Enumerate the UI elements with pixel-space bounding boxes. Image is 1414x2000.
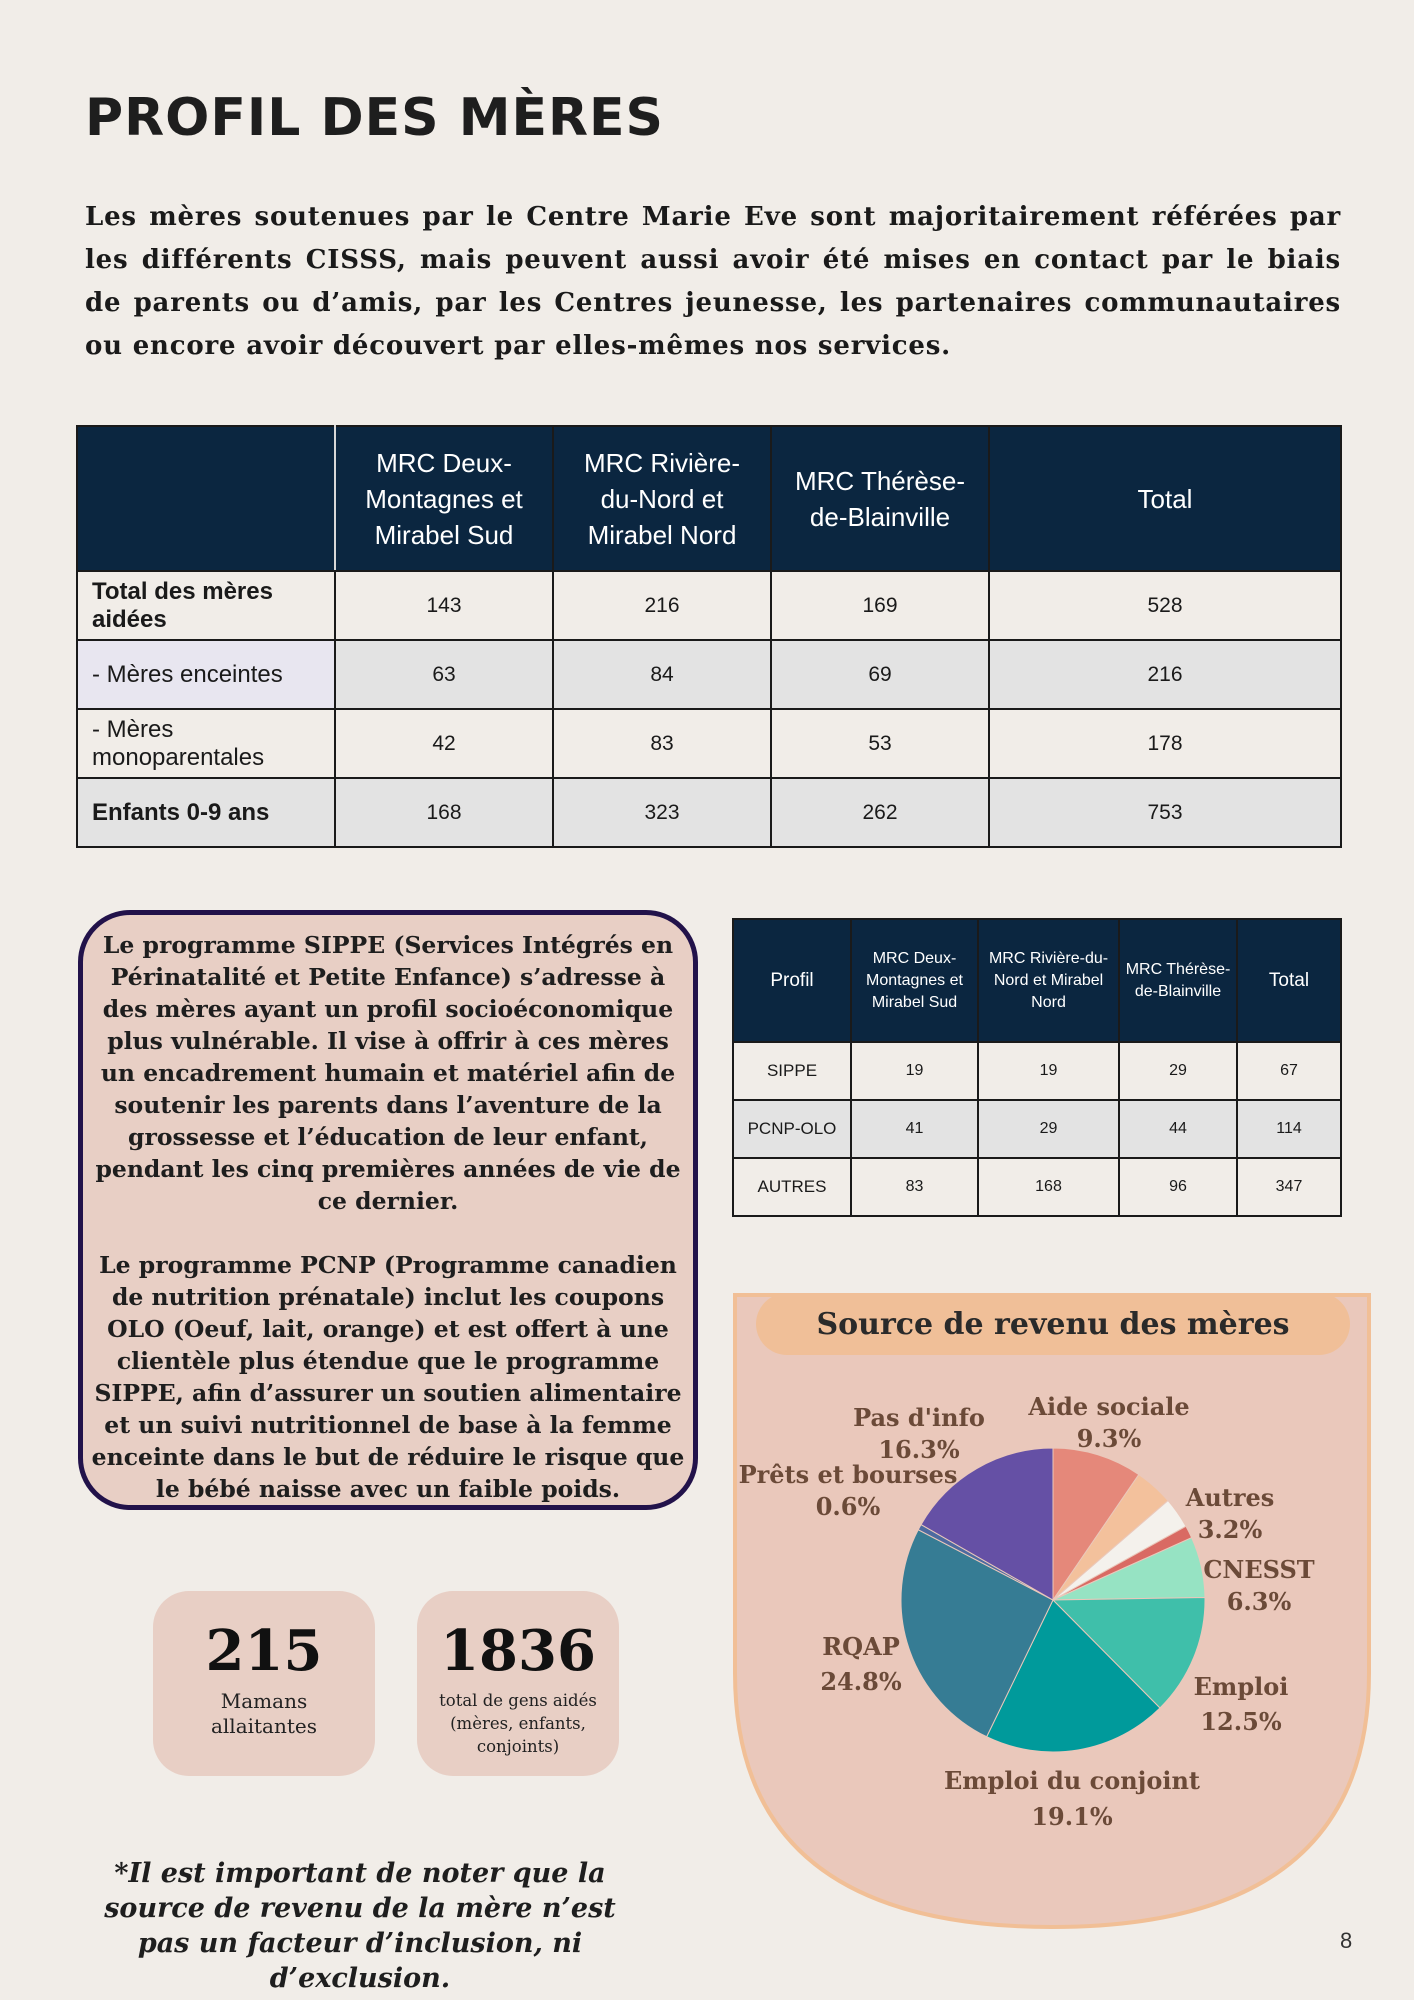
program-profile-table (732, 918, 1342, 1217)
stat-number: 1836 (440, 1618, 596, 1684)
table-cell: 114 (1237, 1100, 1341, 1158)
pie-value-emploi-conjoint: 19.1% (1031, 1802, 1113, 1831)
pie-label-rqap: RQAP (822, 1632, 900, 1661)
table-cell: 528 (989, 571, 1341, 640)
table-cell: 67 (1237, 1042, 1341, 1100)
table-header-cell: MRC Thérèse-de-Blainville (771, 426, 989, 571)
table-header-cell: MRC Rivière-du-Nord et Mirabel Nord (978, 919, 1119, 1042)
table-cell: 169 (771, 571, 989, 640)
chart-title: Source de revenu des mères (816, 1307, 1290, 1342)
stat-label: total de gens aidés (mères, enfants, conjoints) (439, 1691, 597, 1756)
pie-label-aide-sociale: Aide sociale (1028, 1392, 1190, 1421)
table-cell: 44 (1119, 1100, 1237, 1158)
table-row (77, 640, 1341, 709)
income-source-chart (733, 1293, 1371, 1929)
table-header-cell: Total (1237, 919, 1341, 1042)
table-cell: 178 (989, 709, 1341, 778)
stat-card-total-helped (417, 1591, 619, 1776)
table-header-row (733, 919, 1341, 1042)
program-description-box (78, 910, 698, 1510)
row-label: PCNP-OLO (733, 1100, 851, 1158)
intro-paragraph: Les mères soutenues par le Centre Marie Eve sont majoritairement référées par les différents CISSS, mais peuvent aussi avoir été mises en contact par le biais de parents ou d’amis, par les Centres jeunesse, les partenaires communautaires ou encore avoir découvert par elles-mêmes nos services. (85, 202, 1341, 361)
table-row (733, 1158, 1341, 1216)
table-cell: 29 (1119, 1042, 1237, 1100)
table-cell: 83 (851, 1158, 978, 1216)
table-cell: 216 (989, 640, 1341, 709)
table-cell: 83 (553, 709, 771, 778)
table-cell: 69 (771, 640, 989, 709)
table-header-cell: MRC Rivière-du-Nord et Mirabel Nord (553, 426, 771, 571)
stat-label: Mamans allaitantes (210, 1689, 317, 1738)
row-label: Enfants 0-9 ans (77, 778, 335, 847)
pie-value-cnesst: 6.3% (1226, 1587, 1292, 1616)
table-cell: 53 (771, 709, 989, 778)
table-row (77, 709, 1341, 778)
pie-label-autres: Autres (1185, 1483, 1275, 1512)
row-label: AUTRES (733, 1158, 851, 1216)
table-cell: 19 (851, 1042, 978, 1100)
pie-label-prets-bourses: Prêts et bourses (738, 1460, 958, 1489)
table-row (733, 1100, 1341, 1158)
table-cell: 42 (335, 709, 553, 778)
table-cell: 168 (335, 778, 553, 847)
pie-label-pas-info: Pas d'info (853, 1403, 985, 1432)
stat-card-breastfeeding (153, 1591, 375, 1776)
pcnp-description: Le programme PCNP (Programme canadien de nutrition prénatale) inclut les coupons OLO (Oeuf, lait, orange) et est offert à une clientèle plus étendue que le programme SIPPE, afin d’assurer un soutien alimentaire et un suivi nutritionnel de base à la femme enceinte dans le but de réduire le risque que le bébé naisse avec un faible poids. (91, 1251, 685, 1503)
table-cell: 29 (978, 1100, 1119, 1158)
pie-label-cnesst: CNESST (1203, 1555, 1315, 1584)
row-label: - Mères enceintes (77, 640, 335, 709)
pie-value-prets-bourses: 0.6% (815, 1492, 881, 1521)
table-row (77, 571, 1341, 640)
mothers-summary-table (76, 425, 1342, 848)
row-label: Total des mères aidées (77, 571, 335, 640)
table-cell: 41 (851, 1100, 978, 1158)
sippe-description: Le programme SIPPE (Services Intégrés en Périnatalité et Petite Enfance) s’adresse à des mères ayant un profil socioéconomique plus vulnérable. Il vise à offrir à ces mères un encadrement humain et matériel afin de soutenir les parents dans l’aventure de la grossesse et l’éducation de leur enfant, pendant les cinq premières années de vie de ce dernier. (95, 931, 681, 1215)
table-row (77, 778, 1341, 847)
table-header-cell: MRC Thérèse-de-Blainville (1119, 919, 1237, 1042)
table-header-cell: Total (989, 426, 1341, 571)
stat-number: 215 (205, 1618, 323, 1684)
table-cell: 63 (335, 640, 553, 709)
page-number: 8 (1340, 1928, 1353, 1953)
table-header-cell: Profil (733, 919, 851, 1042)
table-cell: 323 (553, 778, 771, 847)
row-label: - Mères monoparentales (77, 709, 335, 778)
pie-value-autres: 3.2% (1197, 1515, 1263, 1544)
table-cell: 96 (1119, 1158, 1237, 1216)
table-cell: 84 (553, 640, 771, 709)
table-cell: 19 (978, 1042, 1119, 1100)
pie-value-rqap: 24.8% (820, 1667, 902, 1696)
table-header-blank (77, 426, 335, 571)
footnote: *Il est important de noter que la source de revenu de la mère n’est pas un facteur d’inclusion, ni d’exclusion. (104, 1858, 616, 1994)
pie-slices (901, 1448, 1205, 1752)
page-title: PROFIL DES MÈRES (85, 88, 664, 148)
table-cell: 168 (978, 1158, 1119, 1216)
pie-value-emploi: 12.5% (1200, 1707, 1282, 1736)
table-cell: 347 (1237, 1158, 1341, 1216)
pie-value-aide-sociale: 9.3% (1076, 1424, 1142, 1453)
table-header-cell: MRC Deux-Montagnes et Mirabel Sud (851, 919, 978, 1042)
table-cell: 143 (335, 571, 553, 640)
table-cell: 753 (989, 778, 1341, 847)
pie-value-pas-info: 16.3% (878, 1435, 960, 1464)
row-label: SIPPE (733, 1042, 851, 1100)
pie-label-emploi-conjoint: Emploi du conjoint (943, 1766, 1201, 1795)
pie-label-emploi: Emploi (1193, 1672, 1289, 1701)
table-cell: 216 (553, 571, 771, 640)
table-row (733, 1042, 1341, 1100)
table-cell: 262 (771, 778, 989, 847)
table-header-row (77, 426, 1341, 571)
table-header-cell: MRC Deux-Montagnes et Mirabel Sud (335, 426, 553, 571)
